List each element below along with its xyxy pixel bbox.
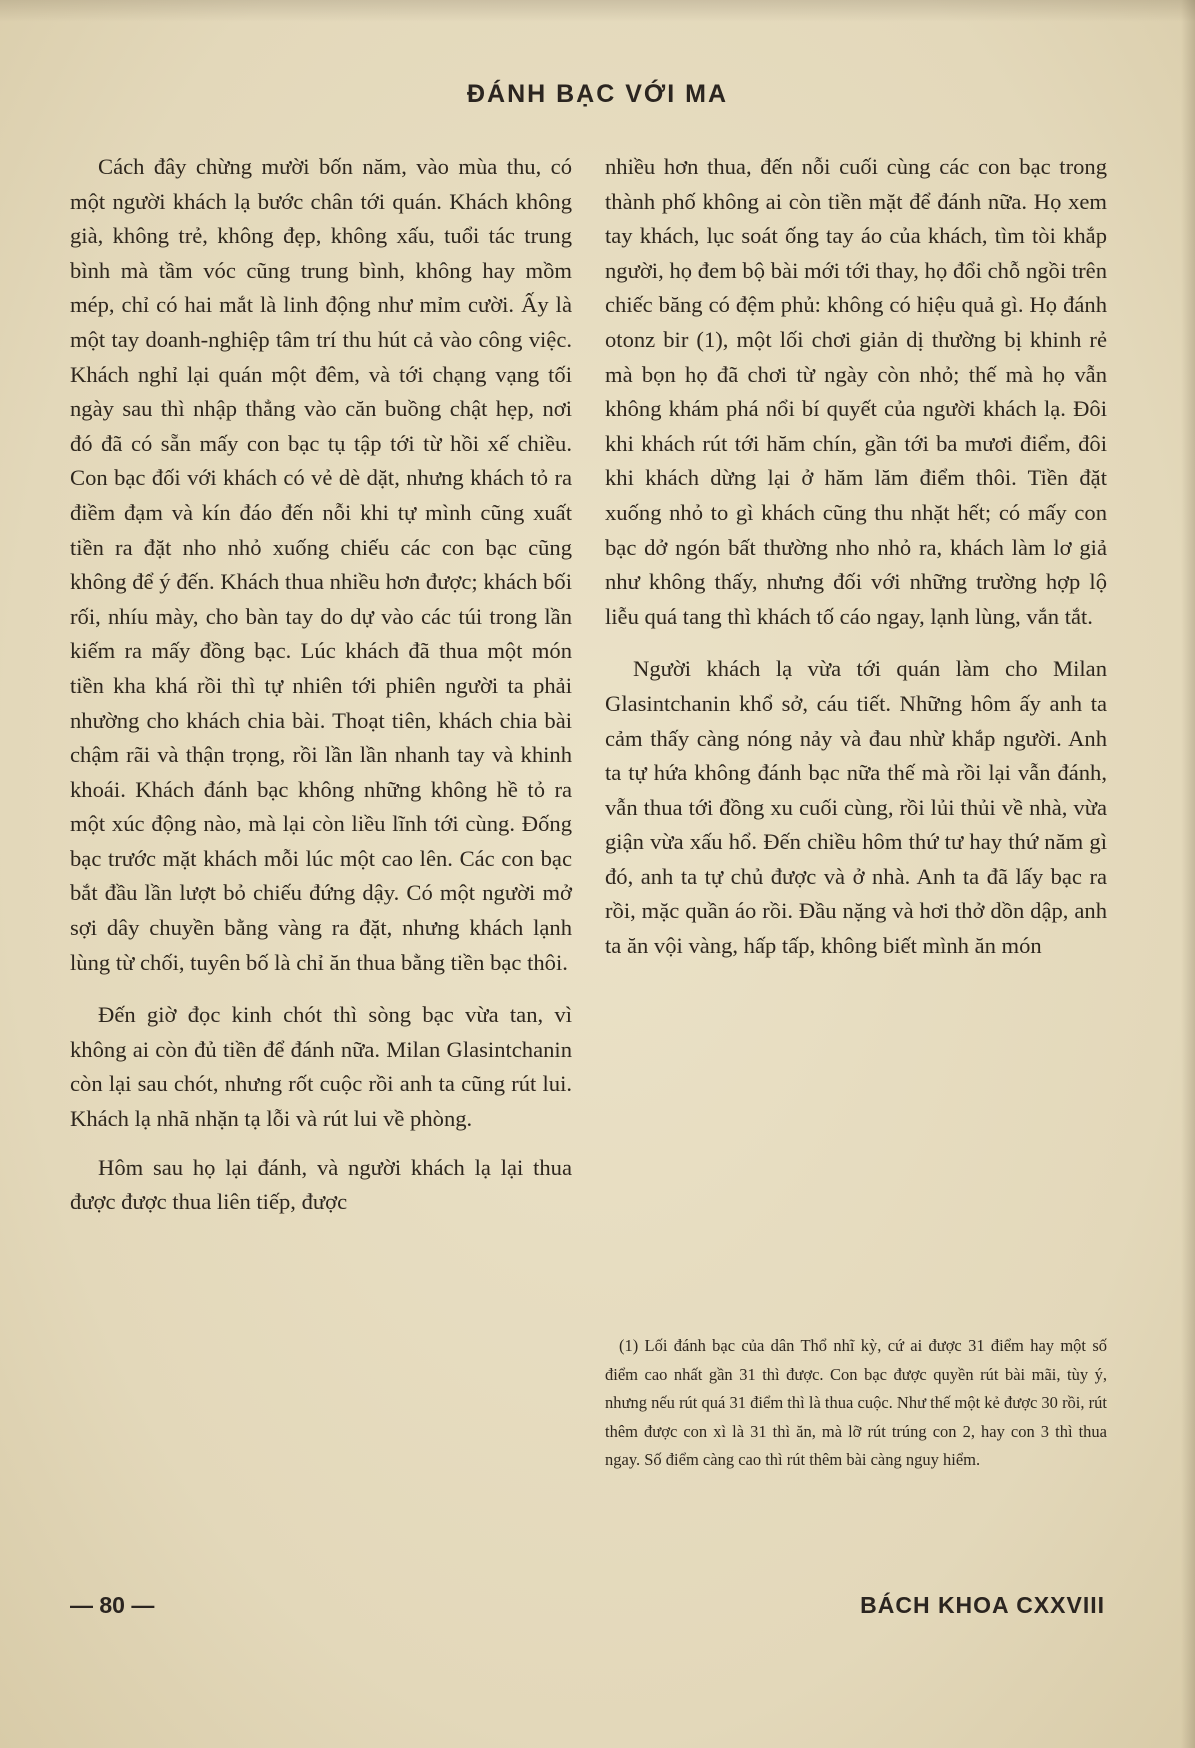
page-title: ĐÁNH BẠC VỚI MA [466,80,729,108]
paragraph: nhiều hơn thua, đến nỗi cuối cùng các con bạc trong thành phố không ai còn tiền mặt để đánh nữa. Họ xem tay khách, lục soát ống tay áo của khách, tìm tòi khắp người, họ đem bộ bài mới tới thay, họ đổi chỗ ngồi trên chiếc băng có đệm phủ: không có hiệu quả gì. Họ đánh otonz bir (1), một lối chơi giản dị thường bị khinh rẻ mà bọn họ đã chơi từ ngày còn nhỏ; thế mà họ vẫn không khám phá nổi bí quyết của người khách lạ. Đôi khi khách rút tới hăm chín, gần tới ba mươi điểm, đôi khi khách dừng lại ở hăm lăm điểm thôi. Tiền đặt xuống nhỏ to gì khách cũng thu nhặt hết; có mấy con bạc dở ngón bất thường nho nhỏ ra, khách làm lơ giả như không thấy, nhưng đối với những trường hợp lộ liễu quá tang thì khách tố cáo ngay, lạnh lùng, vắn tắt. [605,154,1107,629]
footnote-text: (1) Lối đánh bạc của dân Thổ nhĩ kỳ, cứ ai được 31 điểm hay một số điểm cao nhất gần 31 thì được. Con bạc được quyền rút bài mãi, tùy ý, nhưng nếu rút quá 31 điểm thì là thua cuộc. Như thế một kẻ được 30 rồi, rút thêm được con xì là 31 thì ăn, mà lỡ rút trúng con 2, hay con 3 thì thua ngay. Số điểm càng cao thì rút thêm bài càng nguy hiểm. [605,1336,1107,1470]
paragraph: Cách đây chừng mười bốn năm, vào mùa thu, có một người khách lạ bước chân tới quán. Khách không già, không trẻ, không đẹp, không xấu, tuổi tác trung bình mà tầm vóc cũng trung bình, không hay mồm mép, chỉ có hai mắt là linh động như mỉm cười. Ấy là một tay doanh-nghiệp tâm trí thu hút cả vào công việc. Khách nghỉ lại quán một đêm, và tới chạng vạng tối ngày sau thì nhập thẳng vào căn buồng chật hẹp, nơi đó đã có sẵn mấy con bạc tụ tập tới từ hồi xế chiều. Con bạc đối với khách có vẻ dè dặt, nhưng khách tỏ ra điềm đạm và kín đáo đến nỗi khi tự mình cũng xuất tiền ra đặt nho nhỏ xuống chiếu các con bạc cũng không để ý đến. Khách thua nhiều hơn được; khách bối rối, nhíu mày, cho bàn tay do dự vào các túi trong lần kiếm ra mấy đồng bạc. Lúc khách đã thua một món tiền kha khá rồi thì tự nhiên tới phiên người ta phải nhường cho khách chia bài. Thoạt tiên, khách chia bài chậm rãi và thận trọng, rồi lần lần nhanh tay và khinh khoái. Khách đánh bạc không những không hề tỏ ra một xúc động nào, mà lại còn liều lĩnh tới cùng. Đống bạc trước mặt khách mỗi lúc một cao lên. Các con bạc bắt đầu lần lượt bỏ chiếu đứng dậy. Có một người mở sợi dây chuyền bằng vàng ra đặt, nhưng khách lạnh lùng từ chối, tuyên bố là chỉ ăn thua bằng tiền bạc thôi. [70,154,572,975]
paragraph: Đến giờ đọc kinh chót thì sòng bạc vừa tan, vì không ai còn đủ tiền để đánh nữa. Milan Glasintchanin còn lại sau chót, nhưng rốt cuộc rồi anh ta cũng rút lui. Khách lạ nhã nhặn tạ lỗi và rút lui về phòng. [70,1002,572,1132]
magazine-title: BÁCH KHOA CXXVIII [860,1592,1105,1618]
paragraph: Hôm sau họ lại đánh, và người khách lạ lại thua được được thua liên tiếp, được [70,1154,572,1215]
footnote [605,1332,1107,1475]
right-column [605,150,1107,964]
page-number: — 80 — [70,1592,155,1618]
left-column [70,150,572,1220]
paper-right-shadow [1181,0,1195,1748]
paragraph: Người khách lạ vừa tới quán làm cho Milan Glasintchanin khổ sở, cáu tiết. Những hôm ấy anh ta cảm thấy càng nóng nảy và đau nhừ khắp người. Anh ta tự hứa không đánh bạc nữa thế mà rồi lại vẫn đánh, vẫn thua tới đồng xu cuối cùng, rồi lủi thủi về nhà, vừa giận vừa xấu hổ. Đến chiều hôm thứ tư hay thứ năm gì đó, anh ta tự chủ được và ở nhà. Anh ta đã lấy bạc ra rồi, mặc quần áo rồi. Đầu nặng và hơi thở dồn dập, anh ta ăn vội vàng, hấp tấp, không biết mình ăn món [605,656,1107,959]
paper-top-shadow [0,0,1195,22]
